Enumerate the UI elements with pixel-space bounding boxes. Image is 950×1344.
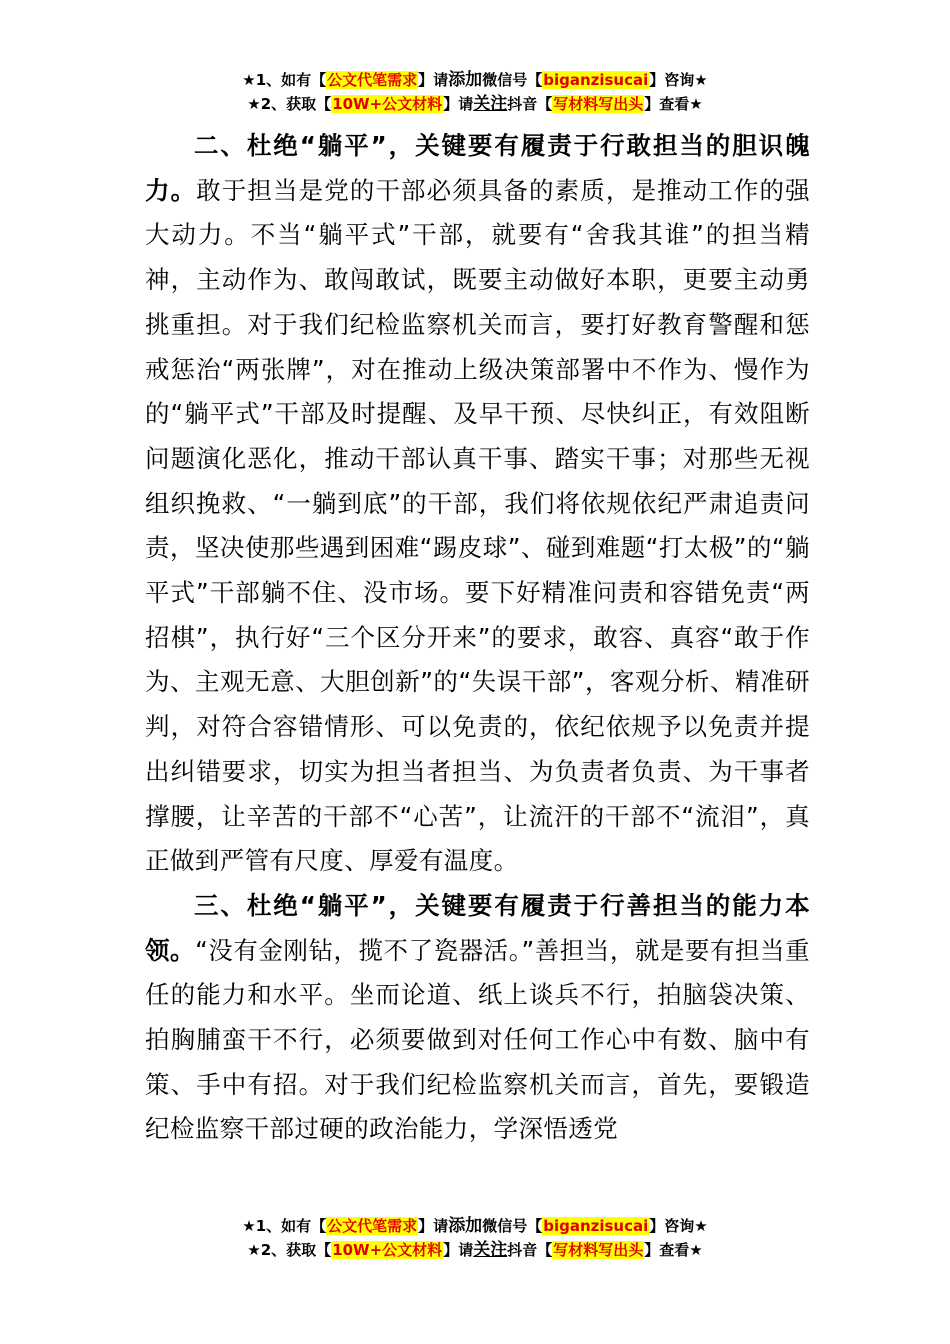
banner-line-2 <box>0 1238 950 1262</box>
banner-text: ★1、如有【 <box>242 1217 327 1235</box>
banner-highlight-materials: 10W+公文材料 <box>332 1241 443 1259</box>
banner-highlight-service: 公文代笔需求 <box>327 71 418 89</box>
banner-text: 】查看★ <box>644 95 703 113</box>
banner-text: 】查看★ <box>644 1241 703 1259</box>
paragraph-text: “没有金刚钻，揽不了瓷器活。”善担当，就是要有担当重任的能力和水平。坐而论道、纸上谈兵不行，拍脑袋决策、拍胸脯蛮干不行，必须要做到对任何工作心中有数、脑中有策、手中有招。对于我们纪检监察机关而言，首先，要锻造纪检监察干部过硬的政治能力，学深悟透党 <box>145 935 810 1144</box>
banner-emphasis: 添加 <box>448 1216 483 1236</box>
banner-text: 】请 <box>443 95 474 113</box>
banner-emphasis: 关注 <box>473 94 508 114</box>
header-banner <box>0 68 950 116</box>
banner-text: ★2、获取【 <box>247 95 332 113</box>
banner-text: 】请 <box>443 1241 474 1259</box>
banner-text: 抖音【 <box>507 1241 553 1259</box>
banner-highlight-wechat: biganzisucai <box>543 71 649 89</box>
banner-highlight-service: 公文代笔需求 <box>327 1217 418 1235</box>
banner-highlight-materials: 10W+公文材料 <box>332 95 443 113</box>
banner-highlight-douyin: 写材料写出头 <box>553 1241 644 1259</box>
banner-text: 微信号【 <box>482 1217 543 1235</box>
document-body <box>145 124 810 1152</box>
banner-text: 】咨询★ <box>649 1217 708 1235</box>
banner-text: 微信号【 <box>482 71 543 89</box>
banner-text: 】请 <box>418 71 449 89</box>
banner-emphasis: 添加 <box>448 70 483 90</box>
banner-text: 】请 <box>418 1217 449 1235</box>
banner-text: ★1、如有【 <box>242 71 327 89</box>
banner-text: ★2、获取【 <box>247 1241 332 1259</box>
banner-line-1 <box>0 68 950 92</box>
section-heading-3: 三、杜绝“躺平”，关键要有履责于行善担当的能力本领。 <box>145 890 810 965</box>
banner-text: 】咨询★ <box>649 71 708 89</box>
banner-text: 抖音【 <box>507 95 553 113</box>
paragraph-2 <box>145 124 810 884</box>
paragraph-text: 敢于担当是党的干部必须具备的素质，是推动工作的强大动力。不当“躺平式”干部，就要有“舍我其谁”的担当精神，主动作为、敢闯敢试，既要主动做好本职，更要主动勇挑重担。对于我们纪检监察机关而言，要打好教育警醒和惩戒惩治“两张牌”，对在推动上级决策部署中不作为、慢作为的“躺平式”干部及时提醒、及早干预、尽快纠正，有效阻断问题演化恶化，推动干部认真干事、踏实干事；对那些无视组织挽救、“一躺到底”的干部，我们将依规依纪严肃追责问责，坚决使那些遇到困难“踢皮球”、碰到难题“打太极”的“躺平式”干部躺不住、没市场。要下好精准问责和容错免责“两招棋”，执行好“三个区分开来”的要求，敢容、真容“敢于作为、主观无意、大胆创新”的“失误干部”，客观分析、精准研判，对符合容错情形、可以免责的，依纪依规予以免责并提出纠错要求，切实为担当者担当、为负责者负责、为干事者撑腰，让辛苦的干部不“心苦”，让流汗的干部不“流泪”，真正做到严管有尺度、厚爱有温度。 <box>145 175 810 876</box>
banner-emphasis: 关注 <box>473 1240 508 1260</box>
banner-highlight-wechat: biganzisucai <box>543 1217 649 1235</box>
banner-line-2 <box>0 92 950 116</box>
paragraph-3 <box>145 884 810 1152</box>
banner-highlight-douyin: 写材料写出头 <box>553 95 644 113</box>
section-heading-2: 二、杜绝“躺平”，关键要有履责于行敢担当的胆识魄力。 <box>145 131 810 205</box>
footer-banner <box>0 1214 950 1262</box>
banner-line-1 <box>0 1214 950 1238</box>
